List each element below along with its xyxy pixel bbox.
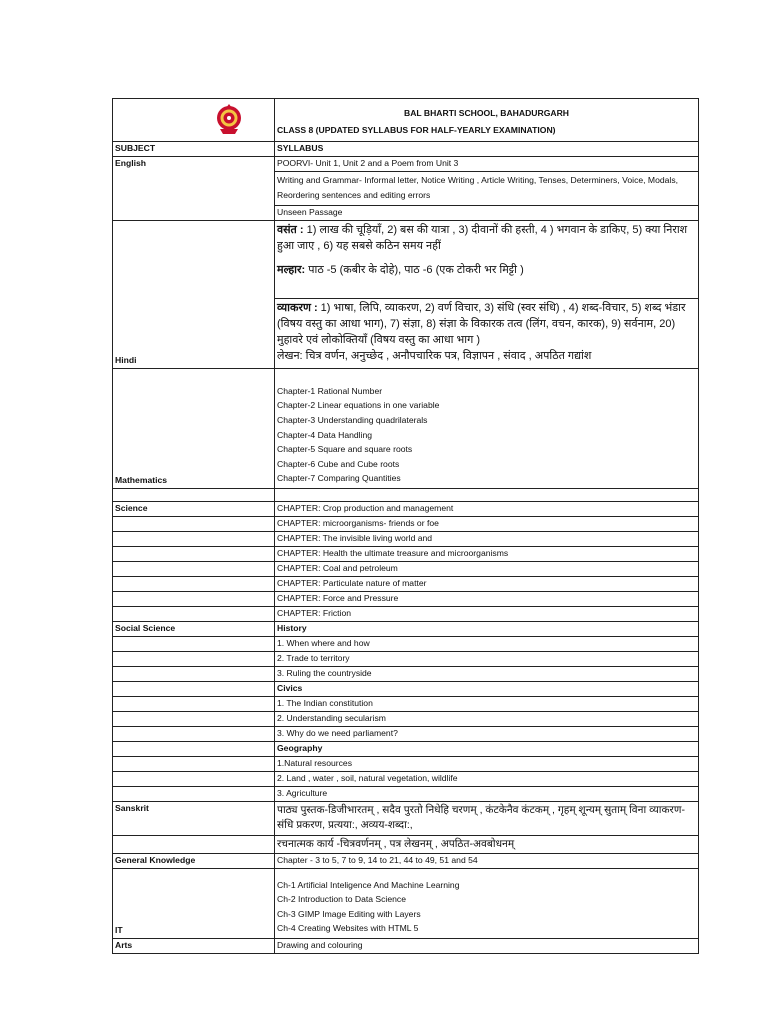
vyakaran-text: 1) भाषा, लिपि, व्याकरण, 2) वर्ण विचार, 3) संधि (स्वर संधि) , 4) शब्द-विचार, 5) शब्द भंडार (विषय वस्तु का आधा भाग), 7) संज्ञा, 8) संज्ञा के विकारक तत्व (लिंग, वचन, कारक), 9) सर्वनाम, 20) मुहावरे एवं लोकोक्तियाँ (विषय वस्तु का आधा भाग ) [277,302,686,346]
table-row [113,697,699,712]
it-chapters [275,869,699,939]
school-emblem-icon [215,102,243,136]
table-row [113,652,699,667]
header-title-cell [275,99,699,142]
table-row [113,757,699,772]
table-row [113,836,699,854]
table-row [113,532,699,547]
table-row [113,502,699,517]
subject-social-science: Social Science [113,622,275,637]
subject-header: SUBJECT [113,142,275,157]
hindi-literature-cell [275,221,699,299]
logo-cell [113,99,275,142]
civics-label: Civics [275,682,699,697]
table-row [113,667,699,682]
hindi-grammar-cell [275,299,699,369]
table-row [113,742,699,757]
list-item: Ch-3 GIMP Image Editing with Layers [277,908,421,919]
list-item: Chapter-4 Data Handling [277,429,373,440]
table-row [113,157,699,172]
hindi-vyakaran [277,300,696,348]
list-item: Chapter-6 Cube and Cube roots [277,458,400,469]
sanskrit-row-1: पाठ्य पुस्तक-डिजीभारतम् , सदैव पुरतो निधेहि चरणम् , कंटकेनैव कंटकम् , गृहम् शून्यम् सुताम् विना व्याकरण-संधि प्रकरण, प्रत्यया:, अव्यय-शब्दा:, [275,802,699,836]
vasant-text: 1) लाख की चूड़ियाँ, 2) बस की यात्रा , 3) दीवानों की हस्ती, 4 ) भगवान के डाकिए, 5) क्या निराश हुआ जाए , 6) यह सबसे कठिन समय नहीं [277,224,688,252]
geography-label: Geography [275,742,699,757]
science-chapter-8: CHAPTER: Friction [275,607,699,622]
table-row [113,727,699,742]
table-row [113,772,699,787]
list-item: Ch-1 Artificial Inteligence And Machine Learning [277,879,460,890]
subject-sanskrit: Sanskrit [113,802,275,836]
geography-item-3: 3. Agriculture [275,787,699,802]
english-row-3: Unseen Passage [275,206,699,221]
table-row [113,637,699,652]
english-row-1: POORVI- Unit 1, Unit 2 and a Poem from Unit 3 [275,157,699,172]
english-row-2: Writing and Grammar- Informal letter, Notice Writing , Article Writing, Tenses, Determiners, Voice, Modals, Reordering sentences and editing errors [275,172,699,206]
table-row [113,682,699,697]
class-title: CLASS 8 (UPDATED SYLLABUS FOR HALF-YEARLY EXAMINATION) [277,125,556,135]
spacer-row [113,489,699,502]
malhar-text: पाठ -5 (कबीर के दोहे), पाठ -6 (एक टोकरी भर मिट्टी ) [305,264,524,276]
science-chapter-5: CHAPTER: Coal and petroleum [275,562,699,577]
table-row [113,854,699,869]
list-item: Chapter-3 Understanding quadrilaterals [277,415,428,426]
table-row [113,517,699,532]
list-item: Chapter-1 Rational Number [277,385,383,396]
hindi-malhar [277,262,696,278]
list-item: Ch-2 Introduction to Data Science [277,894,406,905]
science-chapter-6: CHAPTER: Particulate nature of matter [275,577,699,592]
table-row [113,869,699,939]
science-chapter-7: CHAPTER: Force and Pressure [275,592,699,607]
subject-science: Science [113,502,275,517]
table-row [113,787,699,802]
subject-arts: Arts [113,939,275,954]
civics-item-3: 3. Why do we need parliament? [275,727,699,742]
syllabus-sheet [112,98,698,954]
vasant-label: वसंत : [277,224,304,236]
table-row [113,607,699,622]
vyakaran-label: व्याकरण : [277,302,318,314]
table-row [113,577,699,592]
table-row [113,592,699,607]
history-item-1: 1. When where and how [275,637,699,652]
list-item: Chapter-2 Linear equations in one variable [277,400,440,411]
table-row [113,802,699,836]
hindi-vasant [277,222,696,254]
table-row [113,939,699,954]
syllabus-table [112,98,699,954]
history-item-2: 2. Trade to territory [275,652,699,667]
science-chapter-4: CHAPTER: Health the ultimate treasure and microorganisms [275,547,699,562]
geography-item-2: 2. Land , water , soil, natural vegetation, wildlife [275,772,699,787]
subject-mathematics: Mathematics [113,369,275,489]
malhar-label: मल्हार: [277,264,306,276]
subject-gk: General Knowledge [113,854,275,869]
arts-text: Drawing and colouring [275,939,699,954]
list-item: Ch-4 Creating Websites with HTML 5 [277,923,419,934]
syllabus-header: SYLLABUS [275,142,699,157]
civics-item-2: 2. Understanding secularism [275,712,699,727]
table-row [113,562,699,577]
science-chapter-3: CHAPTER: The invisible living world and [275,532,699,547]
subject-hindi: Hindi [113,221,275,369]
table-row [113,622,699,637]
header-row [113,99,699,142]
list-item: Chapter-7 Comparing Quantities [277,473,401,484]
geography-item-1: 1.Natural resources [275,757,699,772]
history-item-3: 3. Ruling the countryside [275,667,699,682]
hindi-lekhan: लेखन: चित्र वर्णन, अनुच्छेद , अनौपचारिक पत्र, विज्ञापन , संवाद , अपठित गद्यांश [277,350,592,362]
sanskrit-row-2: रचनात्मक कार्य -चित्रवर्णनम् , पत्र लेखनम् , अपठित-अवबोधनम् [275,836,699,854]
table-row [113,547,699,562]
science-chapter-1: CHAPTER: Crop production and management [275,502,699,517]
table-row [113,712,699,727]
table-row [113,369,699,489]
science-chapter-2: CHAPTER: microorganisms- friends or foe [275,517,699,532]
history-label: History [275,622,699,637]
list-item: Chapter-5 Square and square roots [277,444,413,455]
subject-it: IT [113,869,275,939]
table-row [113,221,699,299]
column-header-row [113,142,699,157]
mathematics-chapters [275,369,699,489]
subject-english: English [113,157,275,221]
civics-item-1: 1. The Indian constitution [275,697,699,712]
gk-text: Chapter - 3 to 5, 7 to 9, 14 to 21, 44 to 49, 51 and 54 [275,854,699,869]
school-name: BAL BHARTI SCHOOL, BAHADURGARH [403,108,570,118]
